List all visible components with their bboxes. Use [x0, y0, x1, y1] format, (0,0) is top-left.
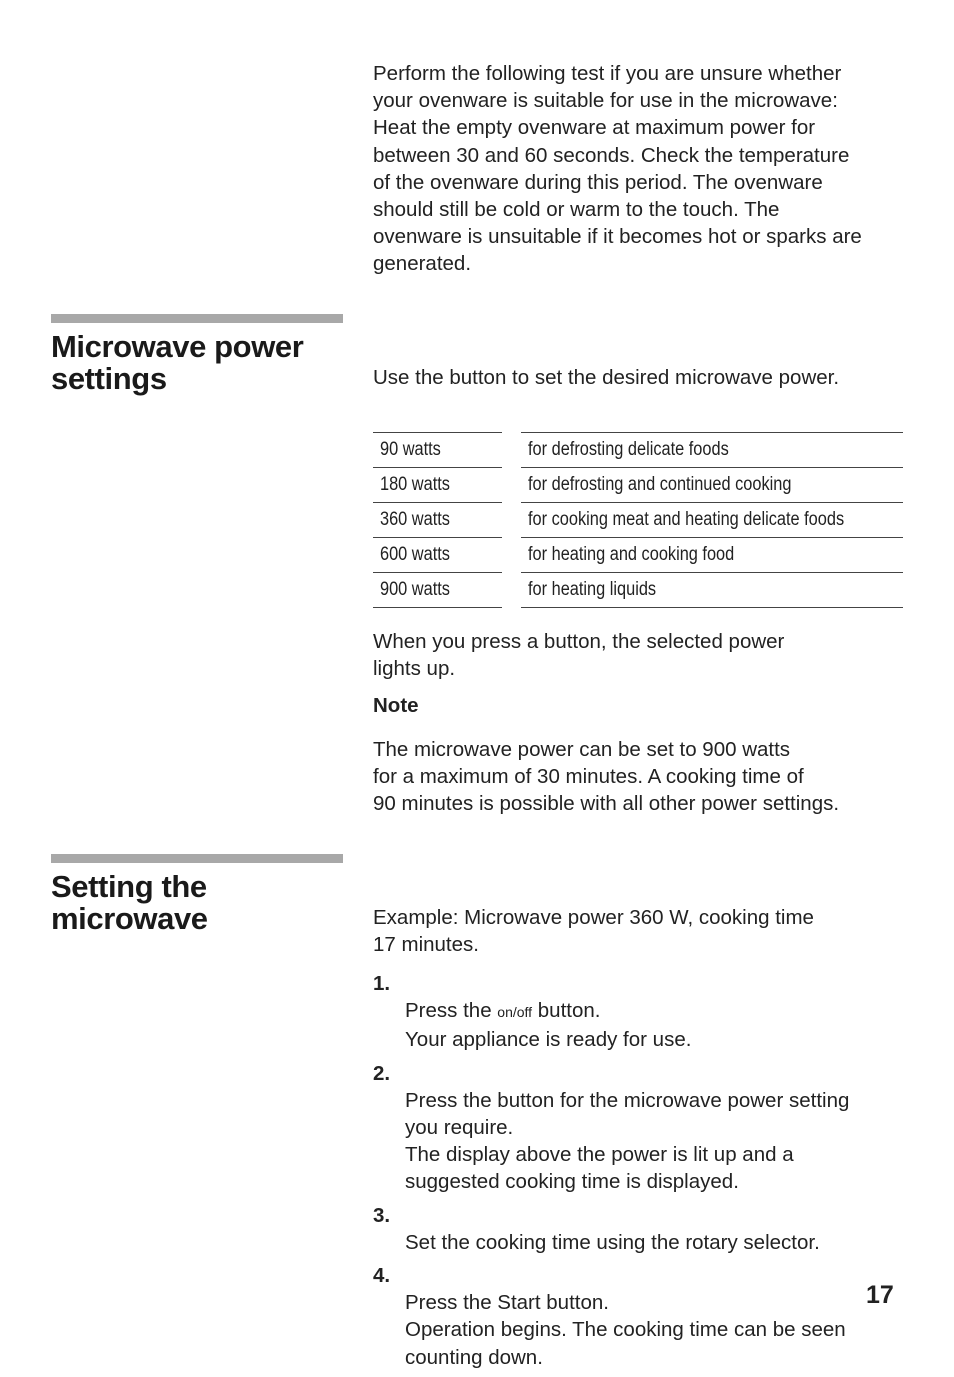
- watts-cell: 600 watts: [373, 538, 512, 573]
- description-cell: for defrosting and continued cooking: [512, 468, 904, 503]
- section-divider-bar: [51, 314, 343, 323]
- watts-cell: 90 watts: [373, 433, 512, 468]
- power-settings-table: [373, 432, 903, 608]
- step-text: Press the: [405, 999, 498, 1023]
- description-cell: for heating and cooking food: [512, 538, 904, 573]
- step-number: 3.: [373, 1203, 391, 1227]
- table-row: [373, 538, 903, 573]
- description-cell: for cooking meat and heating delicate foods: [512, 503, 904, 538]
- list-item: [373, 1262, 903, 1371]
- heading-setting-the-microwave: Setting the microwave: [51, 869, 208, 936]
- intro-paragraph: Perform the following test if you are unsure whether your ovenware is suitable for use in the microwave: Heat the empty ovenware at maximum power for between 30 and 60 seconds. Check the temperature of the ovenware during this period. The ovenware should still be cold or warm to the touch. The ovenware is unsuitable if it becomes hot or sparks are generated.: [373, 62, 862, 276]
- on-off-button-label: on/off: [497, 1004, 533, 1021]
- table-row: [373, 433, 903, 468]
- step-number: 1.: [373, 972, 391, 995]
- step-number: 4.: [373, 1264, 391, 1288]
- step-text: Press the button for the microwave power setting you require. The display above the power is lit up and a suggested cooking time is displayed.: [405, 1088, 850, 1194]
- step-text: Set the cooking time using the rotary selector.: [405, 1230, 820, 1254]
- section-divider-bar: [51, 854, 343, 863]
- step-number: 2.: [373, 1061, 391, 1085]
- step-text: Press the Start button. Operation begins. The cooking time can be seen counting down.: [405, 1291, 846, 1369]
- heading-microwave-power-settings: Microwave power settings: [51, 329, 304, 396]
- list-item: [373, 1202, 903, 1256]
- description-cell: for heating liquids: [512, 573, 904, 608]
- power-lead-text: Use the button to set the desired microwave power.: [373, 366, 840, 389]
- watts-cell: 900 watts: [373, 573, 512, 608]
- description-cell: for defrosting delicate foods: [512, 433, 904, 468]
- watts-cell: 360 watts: [373, 503, 512, 538]
- after-table-text: When you press a button, the selected power lights up.: [373, 630, 785, 681]
- note-text: The microwave power can be set to 900 watts for a maximum of 30 minutes. A cooking time of 90 minutes is possible with all other power settings.: [373, 738, 840, 816]
- steps-list: [373, 970, 903, 1377]
- watts-cell: 180 watts: [373, 468, 512, 503]
- table-row: [373, 468, 903, 503]
- page-number: 17: [866, 1281, 894, 1309]
- table-row: [373, 573, 903, 608]
- list-item: [373, 1060, 903, 1196]
- list-item: [373, 970, 903, 1054]
- table-row: [373, 503, 903, 538]
- step-text: button. Your appliance is ready for use.: [405, 999, 692, 1052]
- note-label: Note: [373, 694, 419, 717]
- example-text: Example: Microwave power 360 W, cooking time 17 minutes.: [373, 906, 814, 957]
